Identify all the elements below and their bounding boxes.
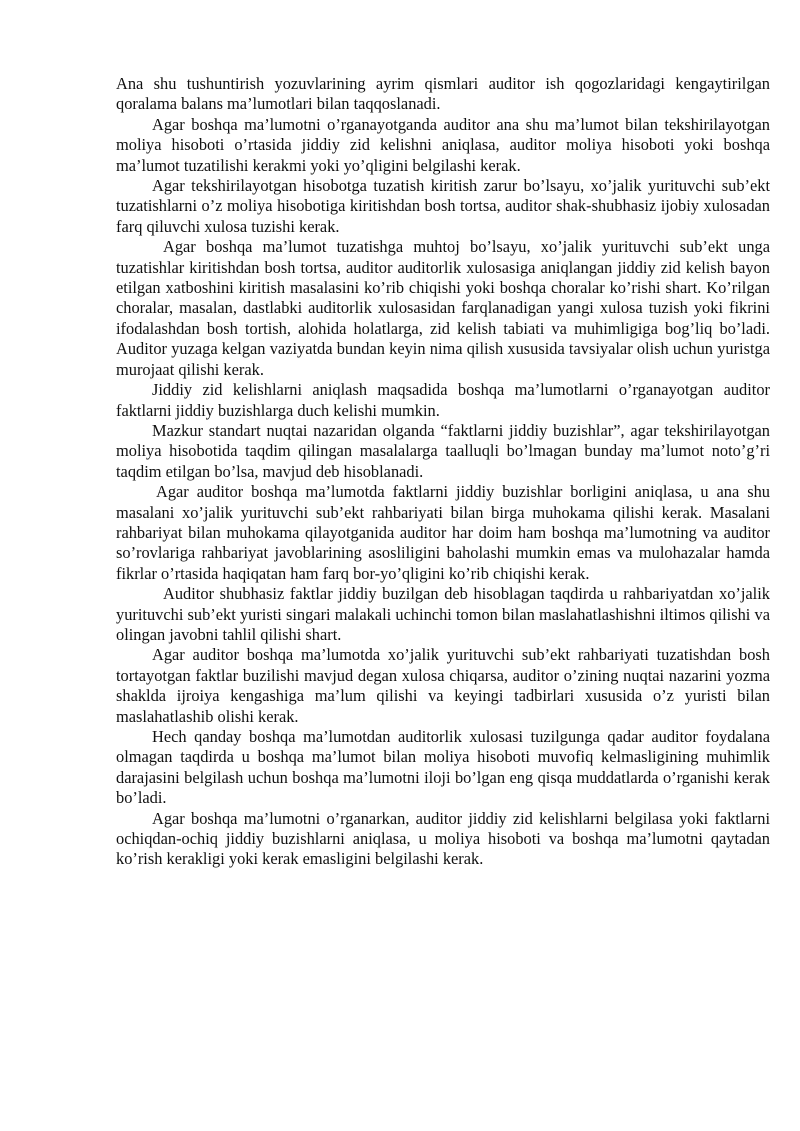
paragraph-8: Auditor shubhasiz faktlar jiddiy buzilgan deb hisoblagan taqdirda u rahbariyatdan xo’jalik yurituvchi sub’ekt yuristi singari malakali uchinchi tomon bilan maslahatlashishni iltimos qilishi va olingan javobni tahlil qilishi shart. (116, 584, 770, 644)
paragraph-9: Agar auditor boshqa ma’lumotda xo’jalik yurituvchi sub’ekt rahbariyati tuzatishdan bosh tortayotgan faktlar buzilishi mavjud degan xulosa chiqarsa, auditor o’zining nuqtai nazarini yozma shaklda ijroiya kengashiga ma’lum qilishi va keyingi tadbirlari xususida o’z yuristi bilan maslahatlashib olishi kerak. (116, 645, 770, 726)
paragraph-7: Agar auditor boshqa ma’lumotda faktlarni jiddiy buzishlar borligini aniqlasa, u ana shu masalani xo’jalik yurituvchi sub’ekt rahbariyati bilan birga muhokama qilishi kerak. Masalani rahbariyat bilan muhokama qilayotganida auditor har doim ham boshqa ma’lumotning va auditor so’rovlariga rahbariyat javoblarining asosliligini baholashi mumkin emas va mulohazalar hamda fikrlar o’rtasida haqiqatan ham farq bor-yo’qligini ko’rib chiqishi kerak. (116, 482, 770, 583)
paragraph-3: Agar tekshirilayotgan hisobotga tuzatish kiritish zarur bo’lsayu, xo’jalik yurituvchi sub’ekt tuzatishlarni o’z moliya hisobotiga kiritishdan bosh tortsa, auditor shak-shubhasiz ijobiy xulosadan farq qiluvchi xulosa tuzishi kerak. (116, 176, 770, 236)
document-page (116, 74, 770, 870)
paragraph-11: Agar boshqa ma’lumotni o’rganarkan, auditor jiddiy zid kelishlarni belgilasa yoki faktlarni ochiqdan-ochiq jiddiy buzishlarni aniqlasa, u moliya hisoboti va boshqa ma’lumotni qaytadan ko’rish kerakligi yoki kerak emasligini belgilashi kerak. (116, 808, 770, 869)
paragraph-6: Mazkur standart nuqtai nazaridan olganda “faktlarni jiddiy buzishlar”, agar tekshirilayotgan moliya hisobotida taqdim qilingan masalalarga taalluqli bo’lmagan bunday ma’lumot noto’g’ri taqdim etilgan bo’lsa, mavjud deb hisoblanadi. (116, 420, 770, 481)
paragraph-1: Ana shu tushuntirish yozuvlarining ayrim qismlari auditor ish qogozlaridagi kengaytirilgan qoralama balans ma’lumotlari bilan taqqoslanadi. (116, 74, 770, 114)
paragraph-2: Agar boshqa ma’lumotni o’rganayotganda auditor ana shu ma’lumot bilan tekshirilayotgan moliya hisoboti o’rtasida jiddiy zid kelishni aniqlasa, auditor moliya hisoboti yoki boshqa ma’lumot tuzatilishi kerakmi yoki yo’qligini belgilashi kerak. (116, 114, 770, 175)
paragraph-4: Agar boshqa ma’lumot tuzatishga muhtoj bo’lsayu, xo’jalik yurituvchi sub’ekt unga tuzatishlar kiritishdan bosh tortsa, auditor auditorlik xulosasiga aniqlangan jiddiy zid kelish bayon etilgan xatboshini kiritish masalasini ko’rib chiqishi yoki boshqa choralar ko’rishi shart. Ko’rilgan choralar, masalan, dastlabki auditorlik xulosasidan farqlanadigan yangi xulosa tuzish yoki fikrini ifodalashdan bosh tortish, alohida holatlarga, zid kelish tabiati va muhimligiga bog’liq bo’ladi. Auditor yuzaga kelgan vaziyatda bundan keyin nima qilish xususida tavsiyalar olish uchun yuristga murojaat qilishi kerak. (116, 237, 770, 379)
paragraph-10: Hech qanday boshqa ma’lumotdan auditorlik xulosasi tuzilgunga qadar auditor foydalana olmagan taqdirda u boshqa ma’lumot bilan moliya hisoboti muvofiq kelmasligining muhimlik darajasini belgilash uchun boshqa ma’lumotni iloji bo’lgan eng qisqa muddatlarda o’rganishi kerak bo’ladi. (116, 727, 770, 808)
paragraph-5: Jiddiy zid kelishlarni aniqlash maqsadida boshqa ma’lumotlarni o’rganayotgan auditor faktlarni jiddiy buzishlarga duch kelishi mumkin. (116, 380, 770, 420)
